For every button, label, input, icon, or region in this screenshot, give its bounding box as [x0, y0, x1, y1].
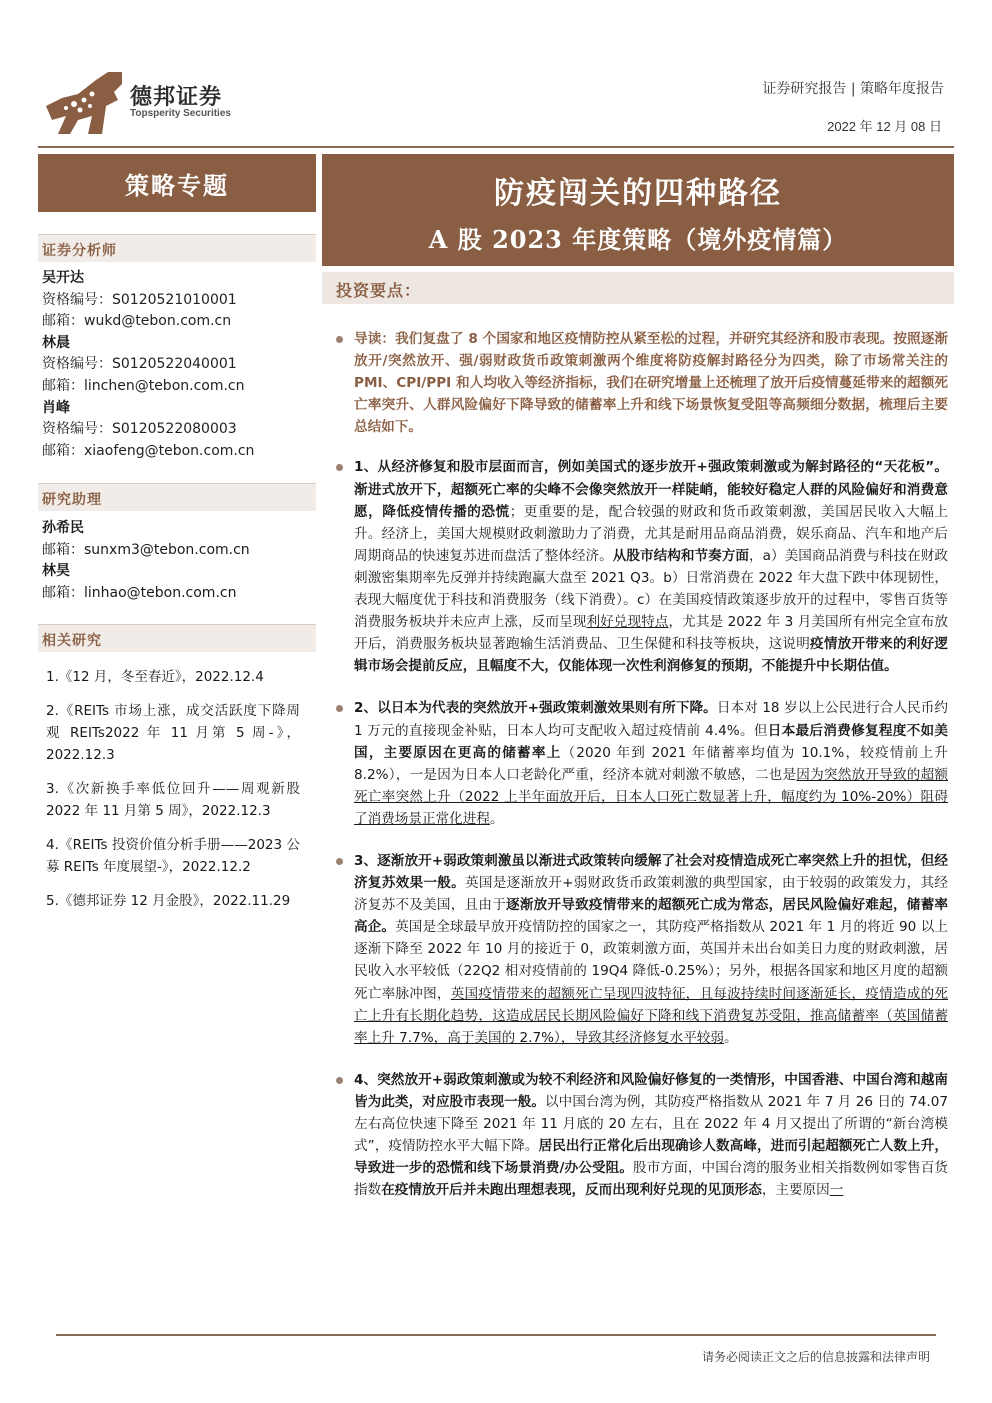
analysts-list: [42, 268, 312, 462]
assistant-email[interactable]: 邮箱：sunxm3@tebon.com.cn: [42, 541, 250, 558]
related-item[interactable]: 2.《REITs 市场上涨，成交活跃度下降周观 REITs2022 年 11 月第 5 周-》，2022.12.3: [46, 703, 300, 763]
analysts-heading: 证券分析师: [38, 234, 316, 262]
assistant-item: [42, 518, 312, 561]
brand-subtitle: Topsperity Securities: [130, 108, 231, 119]
analyst-name: 吴开达: [42, 270, 84, 286]
bullet-icon: [336, 858, 343, 865]
paragraph-text-run: 2、以日本为代表的突然放开+强政策刺激效果则有所下降。: [354, 700, 717, 717]
assistants-list: [42, 518, 312, 604]
paragraph-text-run: ，主要原因: [761, 1182, 830, 1199]
paragraph-text-run: 一: [829, 1182, 844, 1199]
report-subtitle: A 股 2023 年度策略（境外疫情篇）: [428, 225, 848, 254]
related-heading: 相关研究: [38, 624, 316, 652]
intro-text: 导读：我们复盘了 8 个国家和地区疫情防控从紧至松的过程，并研究其经济和股市表现。按照逐渐放开/突然放开、强/弱财政货币政策刺激两个维度将防疫解封路径分为四类，除了市场常关注的 PMI、CPI/PPI 和人均收入等经济指标，我们在研究增量上还梳理了放开后疫情蔓延带来的超额死亡率突升、人群风险偏好下降导致的储蓄率上升和线下场景恢复受阻等高频细分数据，梳理后主要总结如下。: [354, 331, 948, 436]
point-paragraph: [334, 456, 948, 677]
report-date: 2022 年 12 月 08 日: [827, 119, 942, 134]
paragraph-text-run: 逐渐放开导致疫情带来的超额死亡成为常态，居民风险偏好难起，储蓄率高企。: [354, 897, 949, 936]
related-item[interactable]: 4.《REITs 投资价值分析手册——2023 公募 REITs 年度展望-》，2022.12.2: [46, 837, 300, 875]
paragraph-text-run: ；更重要的是，配合较强的财政和货币政策刺激，美国居民收入大幅上升。经济上，美国大规模财政刺激助力了消费，尤其是耐用品商品消费，娱乐商品、汽车和地产后周期商品的快速复苏进而盘活了整体经济。: [354, 503, 948, 564]
report-type: 证券研究报告 | 策略年度报告: [762, 81, 944, 97]
paragraph-text-run: 居民出行正常化后出现确诊人数高峰，进而引起超额死亡人数上升，导致进一步的恐慌和线下场景消费/办公受阻。: [354, 1138, 949, 1177]
analyst-item: [42, 398, 312, 463]
key-points-body: [334, 328, 948, 1221]
title-banner: [322, 154, 954, 266]
point-paragraph: [334, 1069, 948, 1202]
bullet-icon: [336, 1077, 343, 1084]
paragraph-text-run: 利好兑现特点: [586, 614, 669, 631]
analyst-item: [42, 268, 312, 333]
leopard-logo-icon: [44, 68, 124, 138]
related-item[interactable]: 1.《12 月，冬至春近》，2022.12.4: [46, 669, 264, 685]
paragraph-text-run: 以中国台湾为例，其防疫严格指数从 2021 年 7 月 26 日的 74.07 左右高位快速下降至 2021 年 11 月底的 20 左右，且在 2022 年 4 月又提出了所谓的“新台湾模式”，疫情防控水平大幅下降。: [354, 1093, 948, 1155]
key-points-heading: 投资要点：: [322, 272, 954, 304]
related-item[interactable]: 3.《次新换手率低位回升——周观新股 2022 年 11 月第 5 周》，2022.12.3: [46, 781, 300, 819]
bullet-icon: [336, 705, 343, 712]
brand-logo: [44, 68, 124, 138]
paragraph-text-run: ，a）美国商品消费与科技在财政刺激密集期率先反弹并持续跑赢大盘至 2021 Q3。b）日常消费在 2022 年大盘下跌中体现韧性，表现大幅度优于科技和消费服务（线下消费）。c）在美国疫情政策逐步放开的过程中，零售百货等消费服务板块并未应声上涨，反而呈现: [354, 547, 948, 631]
paragraph-text-run: 3、逐渐放开+弱政策刺激虽以渐进式政策转向缓解了社会对疫情造成死亡率突然上升的担忧，但经济复苏效果一般。: [354, 852, 948, 892]
paragraph-text-run: 从股市结构和节奏方面: [612, 547, 749, 564]
assistant-item: [42, 561, 312, 604]
footer-divider: [56, 1334, 936, 1336]
analyst-email[interactable]: 邮箱：xiaofeng@tebon.com.cn: [42, 442, 255, 459]
paragraph-text-run: 在疫情放开后并未跑出理想表现，反而出现利好兑现的见顶形态: [381, 1182, 762, 1199]
paragraph-text-run: 英国疫情带来的超额死亡呈现四波特征，且每波持续时间逐渐延长，疫情造成的死亡上升有长期化趋势，这造成居民长期风险偏好下降和线下消费复苏受阻，推高储蓄率（英国储蓄率上升 7.7%，高于美国的 2.7%），导致其经济修复水平较弱: [354, 985, 948, 1046]
paragraph-text-run: 疫情放开带来的利好逻辑市场会提前反应，且幅度不大，仅能体现一次性利润修复的预期，不能提升中长期估值。: [354, 636, 948, 675]
analyst-name: 林晨: [42, 334, 70, 351]
header-divider: [38, 146, 954, 148]
point-paragraph: [334, 850, 948, 1049]
brand-name: 德邦证券: [130, 85, 223, 110]
report-title: 防疫闯关的四种路径: [494, 176, 782, 211]
analyst-cert: 资格编号：S0120522080003: [42, 421, 237, 438]
related-item[interactable]: 5.《德邦证券 12 月金股》，2022.11.29: [46, 893, 291, 909]
related-list: [46, 666, 300, 924]
analyst-name: 肖峰: [42, 399, 70, 416]
paragraph-text-run: 。: [489, 810, 504, 827]
assistants-heading: 研究助理: [38, 483, 316, 511]
intro-paragraph: [334, 328, 948, 438]
paragraph-text-run: 1、从经济修复和股市层面而言，例如美国式的逐步放开+强政策刺激或为解封路径的“天花板”。渐进式放开下，超额死亡率的尖峰不会像突然放开一样陡峭，能较好稳定人群的风险偏好和消费意愿，降低疫情传播的恐慌: [354, 459, 948, 520]
analyst-email[interactable]: 邮箱：linchen@tebon.com.cn: [42, 377, 245, 394]
paragraph-text-run: ，尤其是 2022 年 3 月美国所有州完全宣布放开后，消费服务板块显著跑输生活消费品、卫生保健和科技等板块，这说明: [354, 614, 949, 653]
point-paragraph: [334, 697, 948, 830]
analyst-email[interactable]: 邮箱：wukd@tebon.com.cn: [42, 313, 232, 330]
bullet-icon: [336, 464, 343, 471]
paragraph-text-run: 日本最后消费修复程度不如美国，主要原因在更高的储蓄率上: [354, 722, 949, 761]
analyst-cert: 资格编号：S0120522040001: [42, 356, 237, 373]
assistant-name: 孙希民: [42, 520, 84, 536]
paragraph-text-run: 4、突然放开+弱政策刺激或为较不利经济和风险偏好修复的一类情形，中国香港、中国台湾和越南皆为此类，对应股市表现一般。: [354, 1071, 948, 1110]
analyst-cert: 资格编号：S0120521010001: [42, 291, 237, 308]
assistant-name: 林昊: [42, 563, 70, 580]
paragraph-text-run: 因为突然放开导致的超额死亡率突然上升（2022 上半年面放开后，日本人口死亡数显著上升，幅度约为 10%-20%）阻碍了消费场景正常化进程: [354, 766, 949, 827]
paragraph-text-run: 。: [723, 1029, 738, 1046]
left-banner: 策略专题: [38, 154, 316, 212]
bullet-icon: [336, 336, 343, 343]
paragraph-text-run: 股市方面，中国台湾的服务业相关指数例如零售百货指数: [354, 1160, 949, 1199]
paragraph-text-run: 英国是全球最早放开疫情防控的国家之一，其防疫严格指数从 2021 年 1 月的将近 90 以上逐渐下降至 2022 年 10 月的接近于 0，政策刺激方面，英国并未出台如美日力度的财政刺激，居民收入水平较低（22Q2 相对疫情前的 19Q4 降低-0.25%）；另外，根据各国家和地区月度的超额死亡率脉冲图，: [354, 919, 948, 1002]
footer-disclaimer: 请务必阅读正文之后的信息披露和法律声明: [701, 1350, 930, 1364]
assistant-email[interactable]: 邮箱：linhao@tebon.com.cn: [42, 584, 237, 601]
paragraph-text-run: 英国是逐渐放开+弱财政货币政策刺激的典型国家，由于较弱的政策发力，其经济复苏不及美国，且由于: [354, 875, 949, 914]
paragraph-text-run: （2020 年到 2021 年储蓄率均值为 10.1%，较疫情前上升 8.2%），一是因为日本人口老龄化严重，经济本就对刺激不敏感，二也是: [354, 744, 948, 783]
analyst-item: [42, 333, 312, 398]
paragraph-text-run: 日本对 18 岁以上公民进行合人民币约 1 万元的直接现金补贴，日本人均可支配收入超过疫情前 4.4%。但: [354, 700, 948, 739]
